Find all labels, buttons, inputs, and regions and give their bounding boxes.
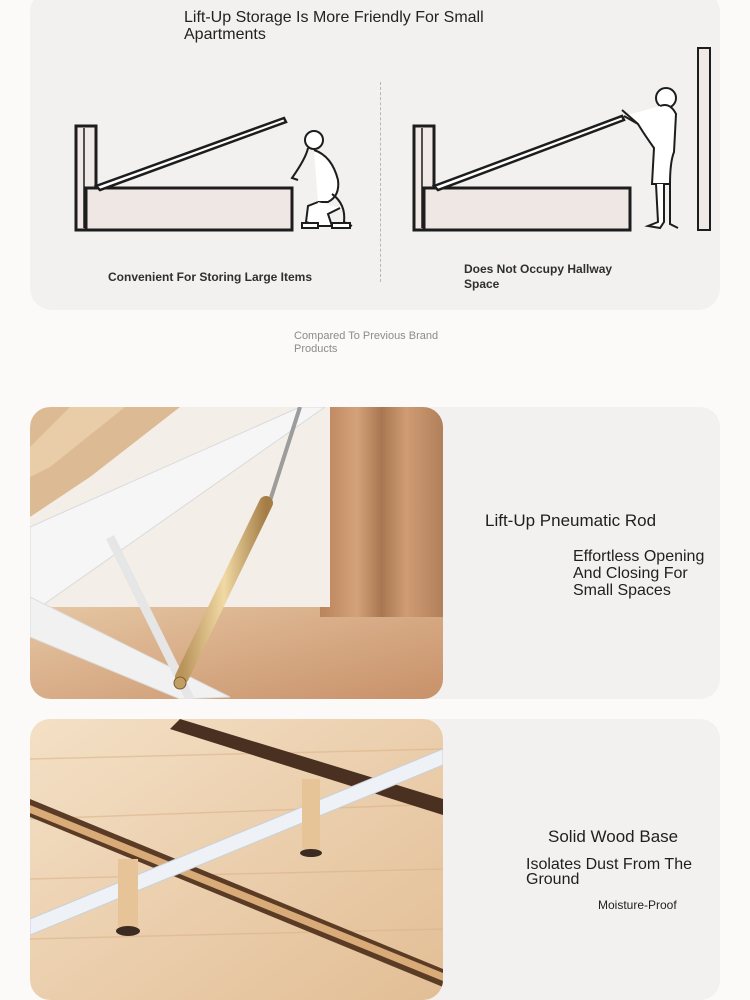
wall <box>698 48 710 230</box>
person-crouching <box>292 131 352 228</box>
solid-wood-base-photo <box>30 719 443 1000</box>
comparison-note: Compared To Previous Brand Products <box>294 330 439 355</box>
left-caption: Convenient For Storing Large Items <box>108 270 313 284</box>
lifted-board <box>96 118 286 190</box>
bed-base <box>86 188 292 230</box>
feature-description: Isolates Dust From The Ground <box>526 856 692 888</box>
feature-card-pneumatic <box>30 407 720 699</box>
feature-tag: Moisture-Proof <box>598 898 677 912</box>
bed-base <box>424 188 630 230</box>
right-caption: Does Not Occupy Hallway Space <box>464 262 613 291</box>
section-title: Lift-Up Storage Is More Friendly For Small Apartments <box>184 9 484 43</box>
bed-storage-crouch-illustration <box>70 110 360 240</box>
feature-heading: Solid Wood Base <box>548 827 679 846</box>
feature-description: Effortless Opening And Closing For Small Spaces <box>573 548 705 599</box>
bed-lift-standing-illustration <box>408 44 718 240</box>
feature-card-solid-wood <box>30 719 720 1000</box>
pneumatic-rod-photo <box>30 407 443 699</box>
dashed-divider <box>380 82 381 282</box>
lifted-board <box>434 116 624 190</box>
feature-heading: Lift-Up Pneumatic Rod <box>485 511 657 530</box>
